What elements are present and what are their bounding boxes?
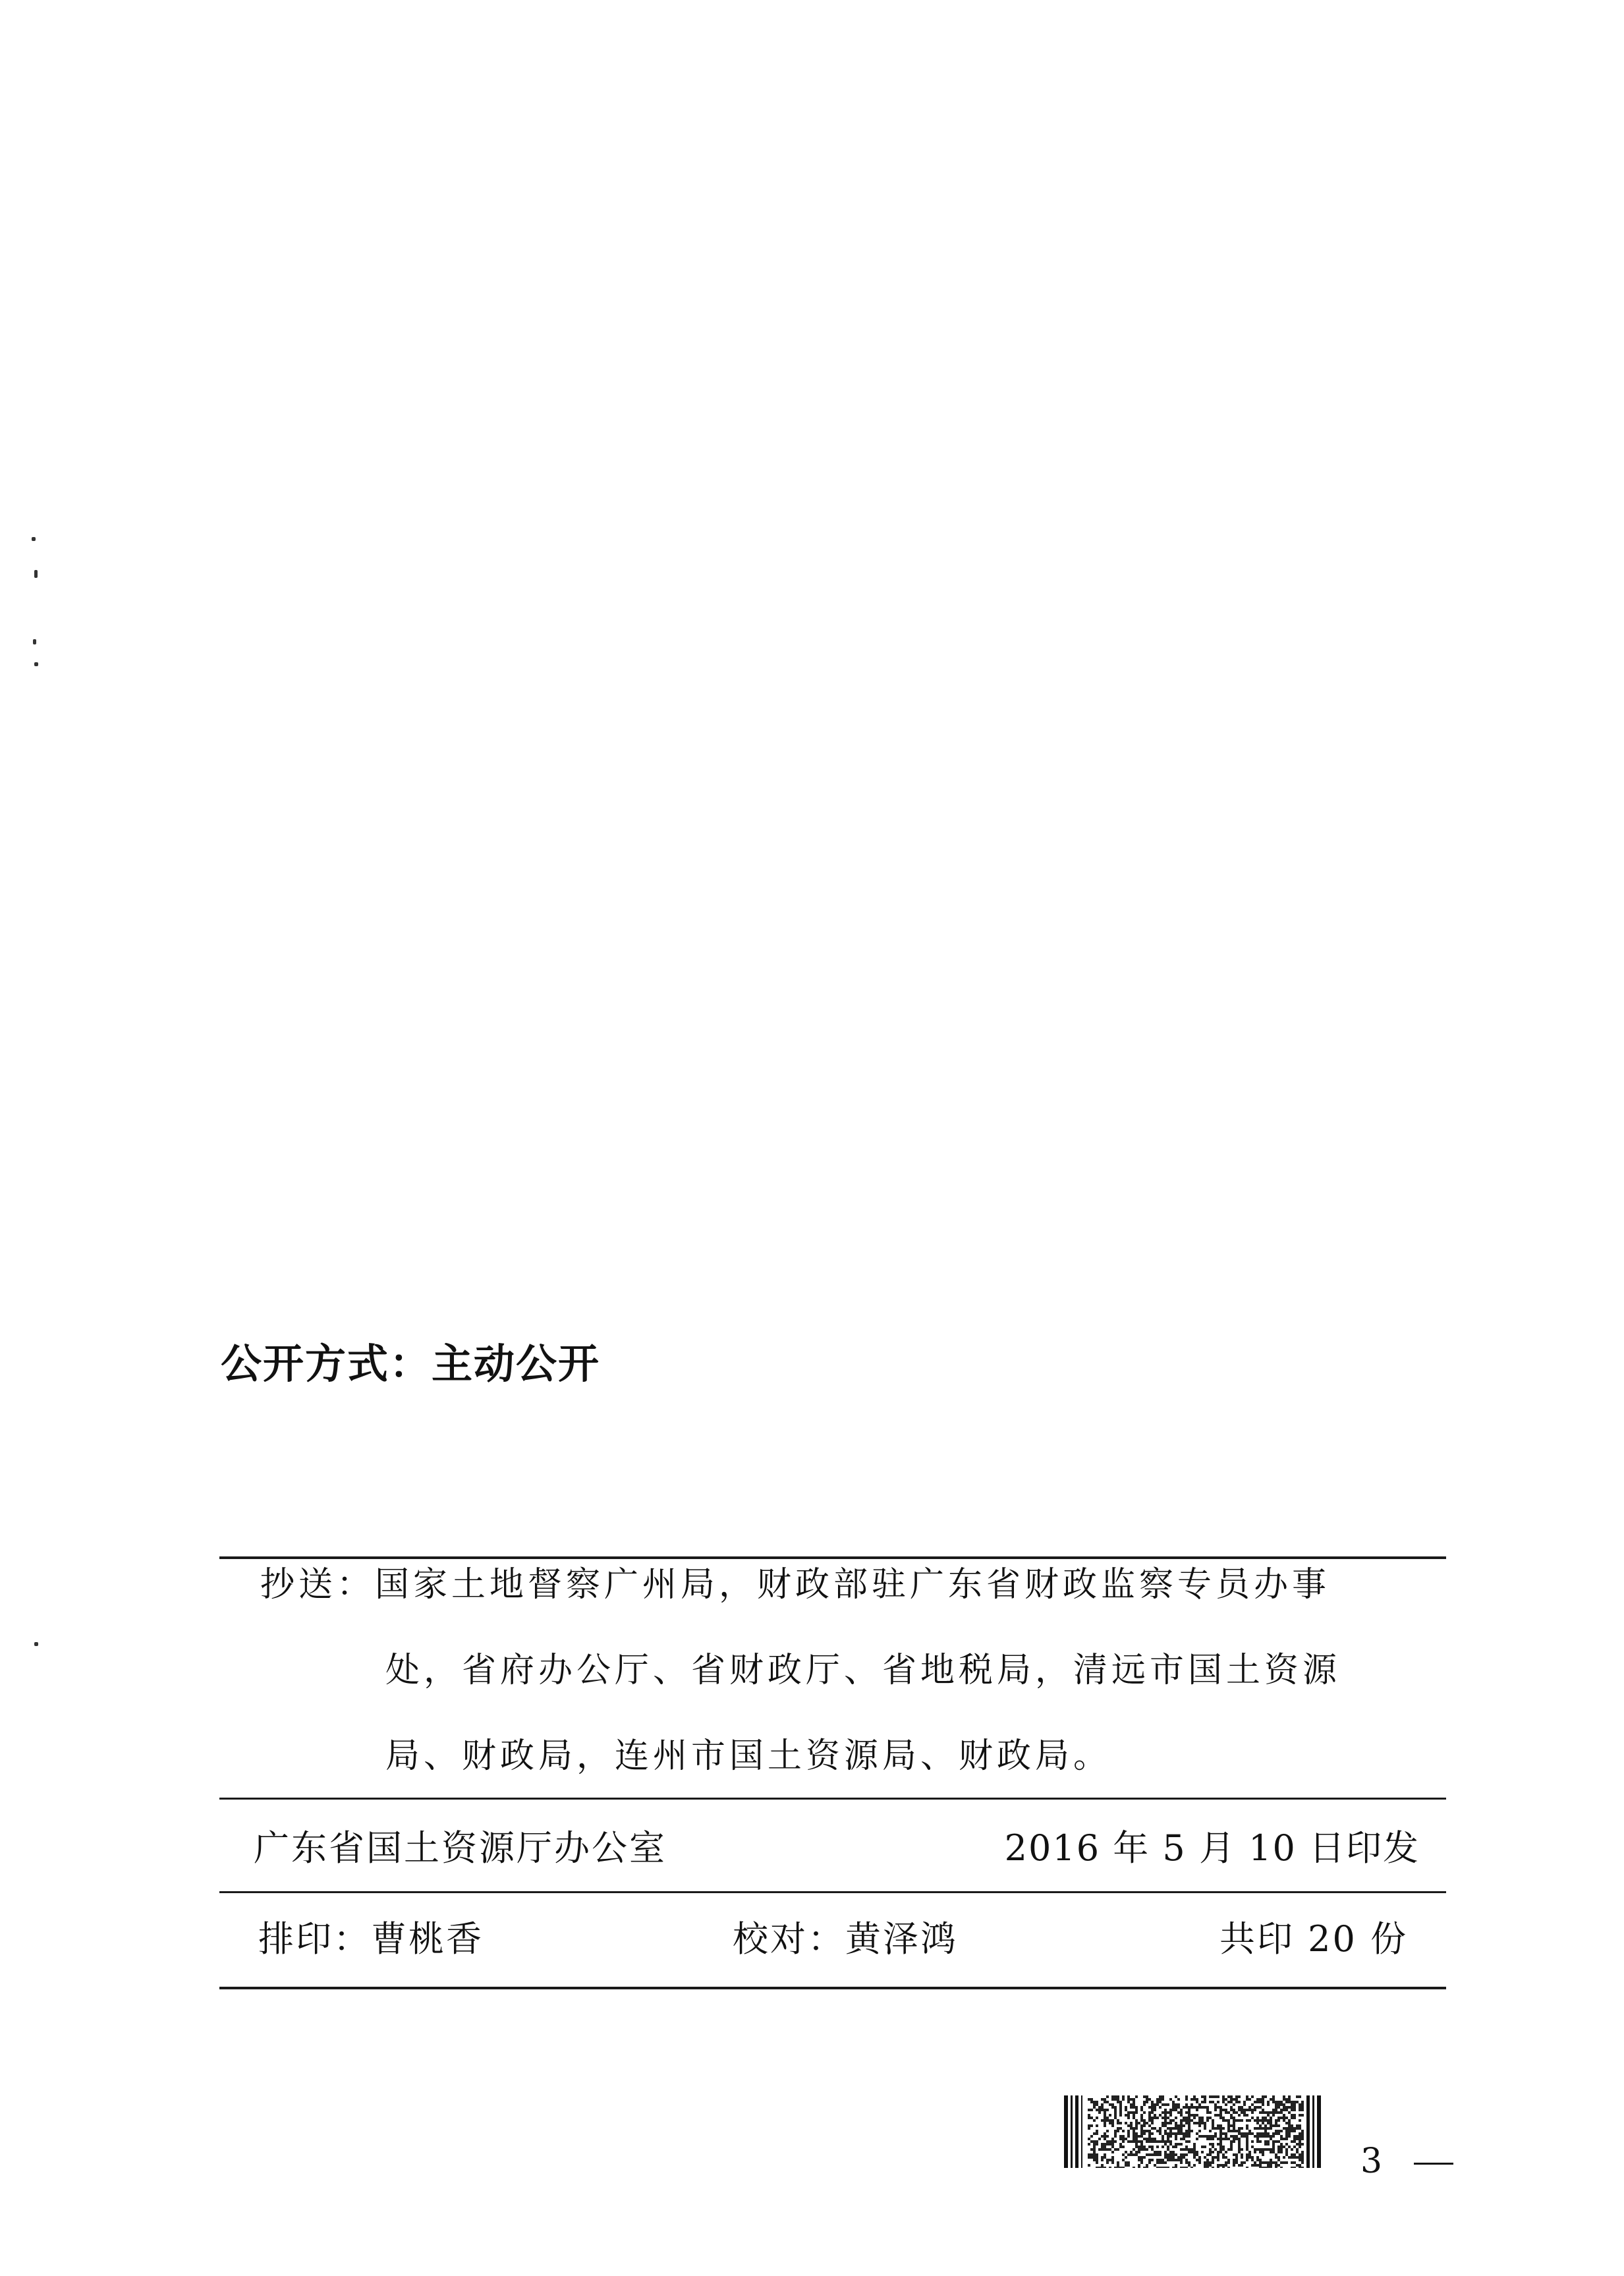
page-number-dash xyxy=(1414,2163,1453,2165)
copy-count: 共印 20 份 xyxy=(1219,1918,1408,1960)
cc-top-rule xyxy=(219,1556,1446,1559)
scan-mark xyxy=(34,1642,38,1646)
issue-date: 2016 年 5 月 10 日印发 xyxy=(1004,1827,1420,1869)
typesetter: 排印：曹桃香 xyxy=(258,1918,484,1960)
cc-line: 抄送：国家土地督察广州局，财政部驻广东省财政监察专员办事 xyxy=(260,1565,1331,1605)
proofreader: 校对：黄泽鸿 xyxy=(733,1918,958,1960)
disclosure-mode: 公开方式：主动公开 xyxy=(221,1340,601,1388)
page-number xyxy=(1360,2142,1453,2181)
cc-bottom-rule xyxy=(219,1798,1446,1800)
scan-mark xyxy=(33,639,36,644)
cc-line: 处，省府办公厅、省财政厅、省地税局，清远市国土资源 xyxy=(385,1651,1341,1690)
cc-line: 局、财政局，连州市国土资源局、财政局。 xyxy=(385,1736,1112,1776)
issuing-office: 广东省国土资源厅办公室 xyxy=(254,1827,667,1869)
document-bottom-rule xyxy=(219,1987,1446,1989)
scan-mark xyxy=(32,537,36,541)
scan-mark xyxy=(34,662,38,666)
barcode-image xyxy=(1064,2095,1324,2168)
page-number-value: 3 xyxy=(1360,2142,1383,2181)
issuer-bottom-rule xyxy=(219,1891,1446,1893)
scan-mark xyxy=(34,570,38,578)
